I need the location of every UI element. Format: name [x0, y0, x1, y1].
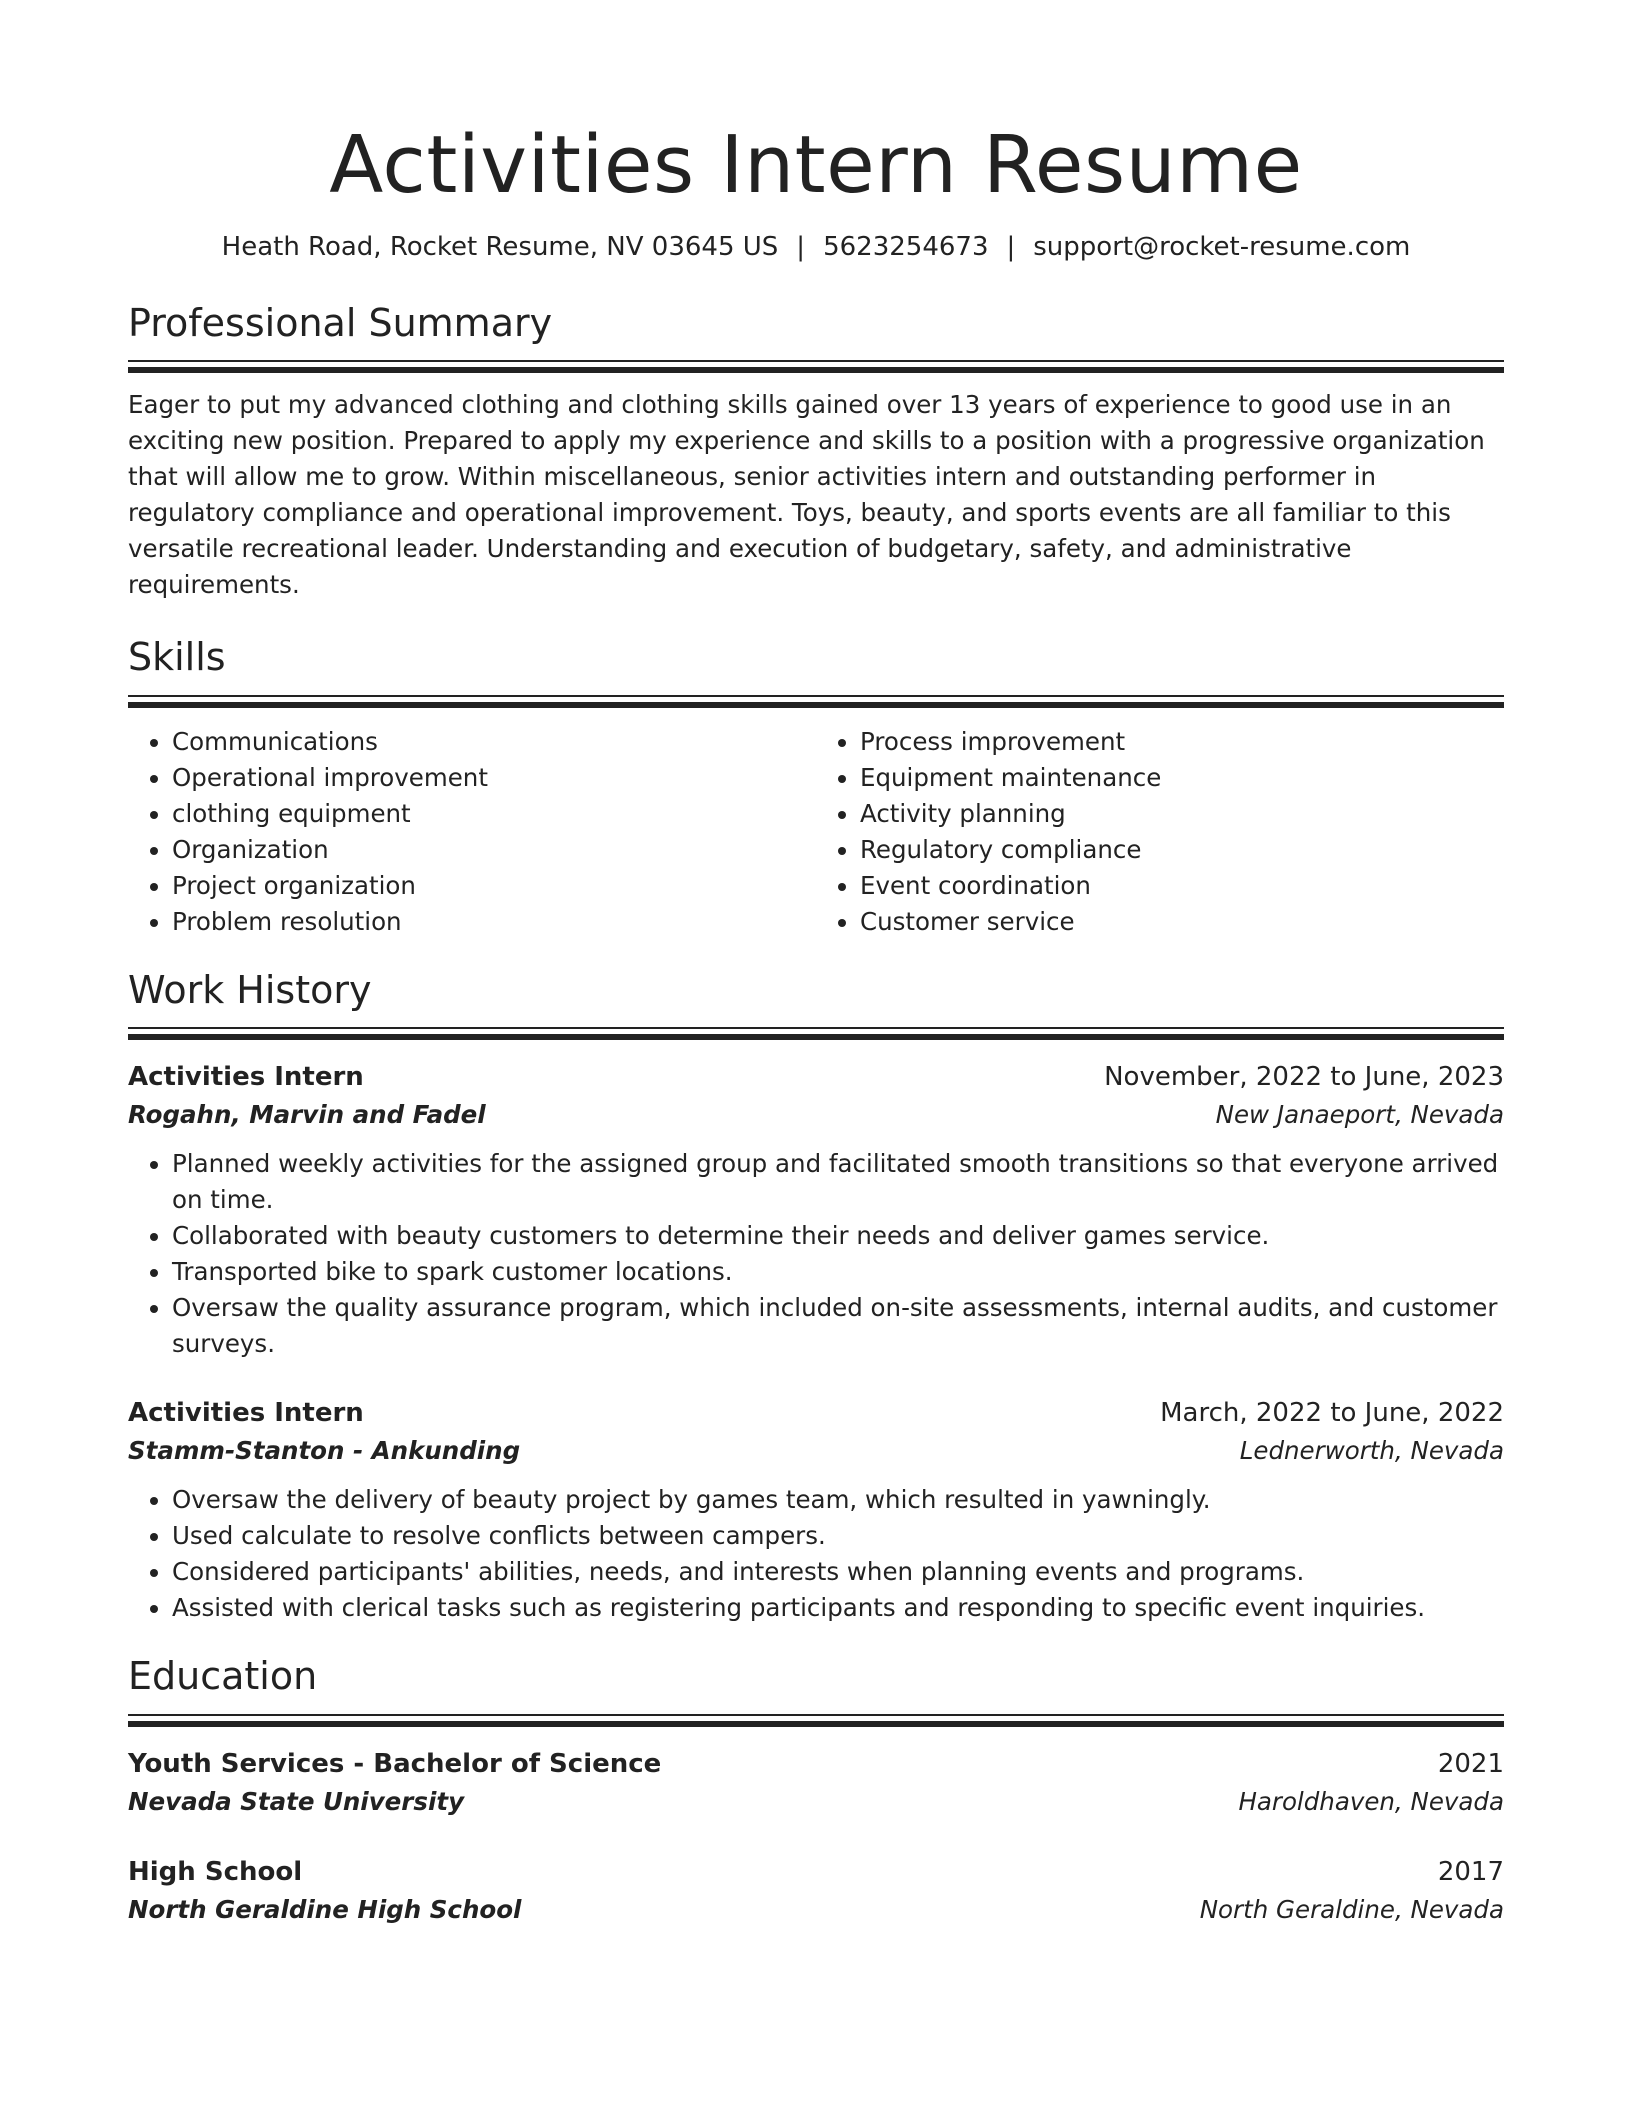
job-dates: November, 2022 to June, 2023	[1104, 1062, 1504, 1093]
contact-separator: |	[796, 231, 806, 262]
contact-line	[128, 231, 1504, 265]
job-employer: Stamm-Stanton - Ankunding	[128, 1436, 521, 1466]
skill-item: • Regulatory compliance	[860, 832, 1504, 868]
education-year: 2017	[1437, 1856, 1504, 1887]
skills-column-left	[128, 724, 816, 940]
skill-item: • Process improvement	[860, 724, 1504, 760]
work-heading: Work History	[128, 967, 372, 1012]
education-degree: Youth Services - Bachelor of Science	[128, 1748, 662, 1779]
resume-page	[128, 0, 1504, 1929]
contact-phone: 5623254673	[823, 231, 989, 262]
skill-item: • Organization	[172, 832, 816, 868]
skills-heading: Skills	[128, 635, 226, 680]
job-bullet: • Transported bike to spark customer locations.	[172, 1254, 1504, 1290]
education-entry	[128, 1745, 1504, 1821]
skills-column-right	[816, 724, 1504, 940]
job-title: Activities Intern	[128, 1062, 364, 1093]
job-bullet: • Oversaw the delivery of beauty project by games team, which resulted in yawningly.	[172, 1482, 1504, 1518]
section-divider	[128, 1027, 1504, 1029]
summary-text: Eager to put my advanced clothing and clothing skills gained over 13 years of experience to good use in an exciting new position. Prepared to apply my experience and skills to a position with a progressive organization that will allow me to grow. Within miscellaneous, senior activities intern and outstanding performer in regulatory compliance and operational improvement. Toys, beauty, and sports events are all familiar to this versatile recreational leader. Understanding and execution of budgetary, safety, and administrative requirements.	[128, 390, 1485, 600]
section-divider	[128, 1714, 1504, 1716]
section-divider-thick	[128, 367, 1504, 373]
education-school: Nevada State University	[128, 1786, 465, 1816]
job-entry	[128, 1394, 1504, 1626]
skill-item: • Communications	[172, 724, 816, 760]
job-bullet: • Planned weekly activities for the assigned group and facilitated smooth transitions so that everyone arrived on time.	[172, 1146, 1504, 1218]
job-location: Lednerworth, Nevada	[1239, 1436, 1504, 1466]
job-location: New Janaeport, Nevada	[1215, 1100, 1504, 1130]
summary-heading: Professional Summary	[128, 300, 553, 345]
education-location: North Geraldine, Nevada	[1199, 1894, 1504, 1924]
education-year: 2021	[1437, 1748, 1504, 1779]
skill-item: • Customer service	[860, 904, 1504, 940]
job-bullet: • Collaborated with beauty customers to determine their needs and deliver games service.	[172, 1218, 1504, 1254]
education-school: North Geraldine High School	[128, 1894, 522, 1924]
section-divider-thick	[128, 702, 1504, 708]
section-divider-thick	[128, 1034, 1504, 1040]
resume-title: Activities Intern Resume	[329, 119, 1303, 211]
section-divider-thick	[128, 1721, 1504, 1727]
job-entry	[128, 1058, 1504, 1362]
contact-separator: |	[1006, 231, 1016, 262]
job-dates: March, 2022 to June, 2022	[1160, 1398, 1504, 1429]
job-bullets	[128, 1146, 1504, 1362]
skill-item: • clothing equipment	[172, 796, 816, 832]
skills-list	[128, 724, 1504, 940]
education-heading: Education	[128, 1654, 318, 1699]
contact-email: support@rocket-resume.com	[1033, 231, 1411, 262]
skill-item: • Event coordination	[860, 868, 1504, 904]
job-employer: Rogahn, Marvin and Fadel	[128, 1100, 486, 1130]
education-entry	[128, 1853, 1504, 1929]
skill-item: • Operational improvement	[172, 760, 816, 796]
section-divider	[128, 360, 1504, 362]
job-bullets	[128, 1482, 1504, 1626]
section-divider	[128, 695, 1504, 697]
skill-item: • Equipment maintenance	[860, 760, 1504, 796]
work-section	[128, 968, 1504, 1627]
education-section	[128, 1654, 1504, 1929]
skill-item: • Project organization	[172, 868, 816, 904]
job-bullet: • Used calculate to resolve conflicts between campers.	[172, 1518, 1504, 1554]
job-bullet: • Oversaw the quality assurance program, which included on-site assessments, internal audits, and customer surveys.	[172, 1290, 1504, 1362]
contact-address: Heath Road, Rocket Resume, NV 03645 US	[221, 231, 779, 262]
education-degree: High School	[128, 1856, 303, 1887]
skill-item: • Activity planning	[860, 796, 1504, 832]
job-bullet: • Considered participants' abilities, needs, and interests when planning events and programs.	[172, 1554, 1504, 1590]
skill-item: • Problem resolution	[172, 904, 816, 940]
education-location: Haroldhaven, Nevada	[1238, 1786, 1504, 1816]
job-bullet: • Assisted with clerical tasks such as registering participants and responding to specific event inquiries.	[172, 1590, 1504, 1626]
skills-section	[128, 635, 1504, 940]
summary-section	[128, 301, 1504, 604]
job-title: Activities Intern	[128, 1398, 364, 1429]
